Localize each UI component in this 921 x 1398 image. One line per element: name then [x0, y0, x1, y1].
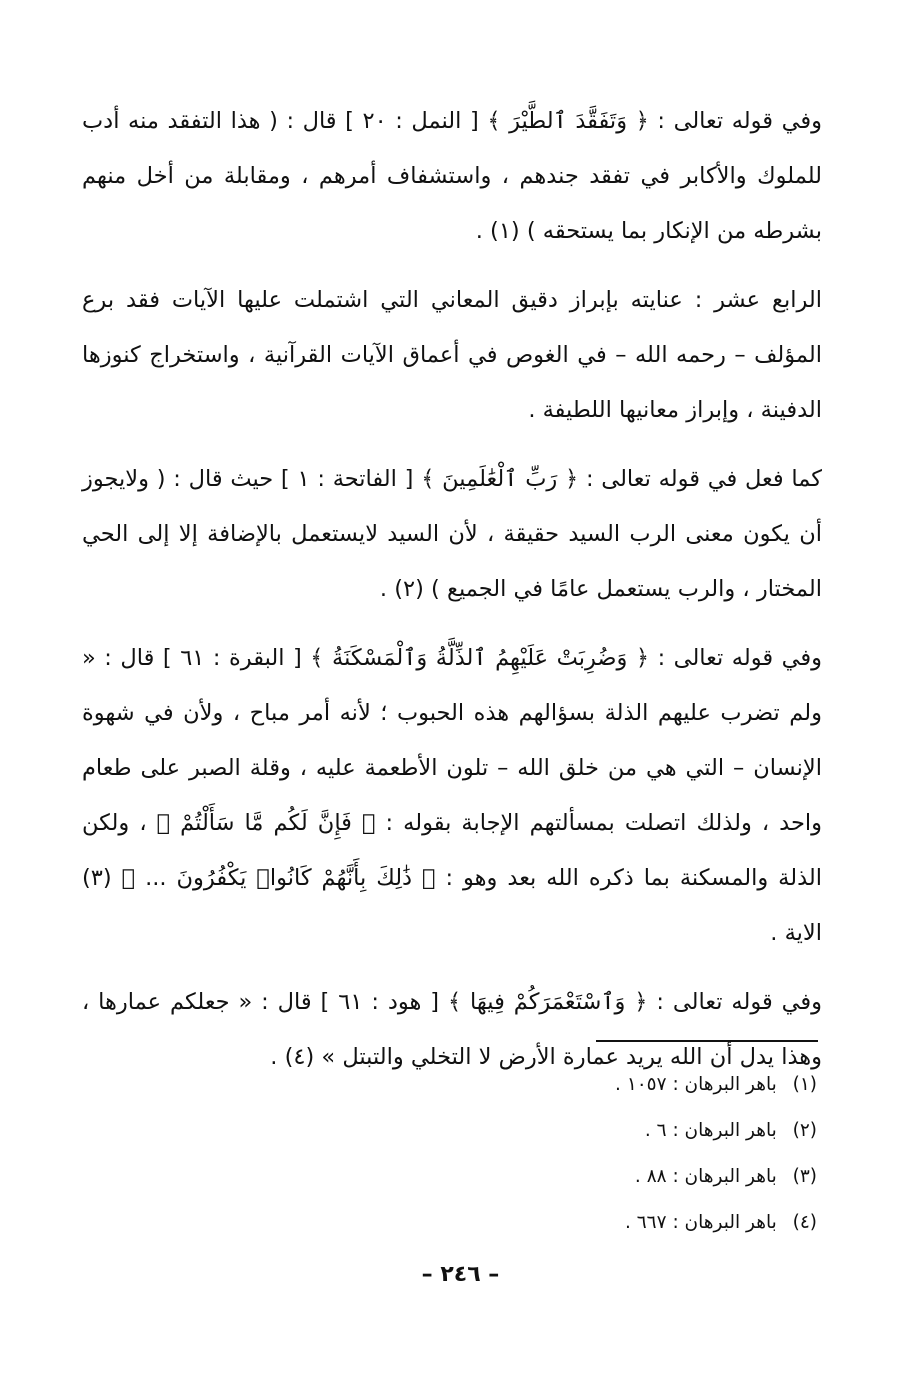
footnote-number: (١): [792, 1074, 817, 1095]
footnote-divider: [596, 1040, 818, 1042]
footnote: [457, 1154, 817, 1200]
footnote: [457, 1108, 817, 1154]
paragraph: الرابع عشر : عنايته بإبراز دقيق المعاني التي اشتملت عليها الآيات فقد برع المؤلف – رحمه الله – في الغوص في أعماق الآيات القرآنية ، واستخراج كنوزها الدفينة ، وإبراز معانيها اللطيفة .: [82, 287, 822, 423]
paragraph: وفي قوله تعالى : ﴿ وَٱسْتَعْمَرَكُمْ فِيهَا ﴾ [ هود : ٦١ ] قال : « جعلكم عمارها ، وهذا يدل أن الله يريد عمارة الأرض لا التخلي والتبتل » (٤) .: [82, 989, 822, 1070]
footnote-text: باهر البرهان : ٦ .: [644, 1120, 777, 1141]
footnote: [457, 1200, 817, 1246]
footnote-text: باهر البرهان : ٨٨ .: [634, 1166, 777, 1187]
footnote-number: (٤): [792, 1212, 817, 1233]
footnote-text: باهر البرهان : ٦٦٧ .: [624, 1212, 777, 1233]
footnote-number: (٣): [792, 1166, 817, 1187]
paragraph: وفي قوله تعالى : ﴿ وَتَفَقَّدَ ٱلطَّيْرَ ﴾ [ النمل : ٢٠ ] قال : ( هذا التفقد منه أدب للملوك والأكابر في تفقد جندهم ، واستشفاف أمرهم ، ومقابلة من أخل منهم بشرطه من الإنكار بما يستحقه ) (١) .: [82, 108, 822, 244]
footnote-text: باهر البرهان : ١٠٥٧ .: [615, 1074, 777, 1095]
footnote-number: (٢): [792, 1120, 817, 1141]
footnotes-list: [457, 1062, 817, 1246]
paragraph: كما فعل في قوله تعالى : ﴿ رَبِّ ٱلْعَٰلَمِينَ ﴾ [ الفاتحة : ١ ] حيث قال : ( ولايجوز أن يكون معنى الرب السيد حقيقة ، لأن السيد لايستعمل بالإضافة إلا إلى الحي المختار ، والرب يستعمل عامًا في الجميع ) (٢) .: [82, 466, 823, 602]
main-text: [82, 94, 822, 1099]
page-number: – ٢٤٦ –: [421, 1262, 500, 1287]
paragraph: وفي قوله تعالى : ﴿ وَضُرِبَتْ عَلَيْهِمُ ٱلذِّلَّةُ وَٱلْمَسْكَنَةُ ﴾ [ البقرة : ٦١ ] قال : « ولم تضرب عليهم الذلة بسؤالهم هذه الحبوب ؛ لأنه أمر مباح ، ولأن في شهوة الإنسان – التي هي من خلق الله – تلون الأطعمة عليه ، وقلة الصبر على طعام واحد ، ولذلك اتصلت بمسألتهم الإجابة بقوله : ﴿ فَإِنَّ لَكُم مَّا سَأَلْتُمْ ﴾ ، ولكن الذلة والمسكنة بما ذكره الله بعد وهو : ﴿ ذَٰلِكَ بِأَنَّهُمْ كَانُوا۟ يَكْفُرُونَ ... ﴾ (٣) الاية .: [82, 645, 822, 946]
footnote: [457, 1062, 817, 1108]
